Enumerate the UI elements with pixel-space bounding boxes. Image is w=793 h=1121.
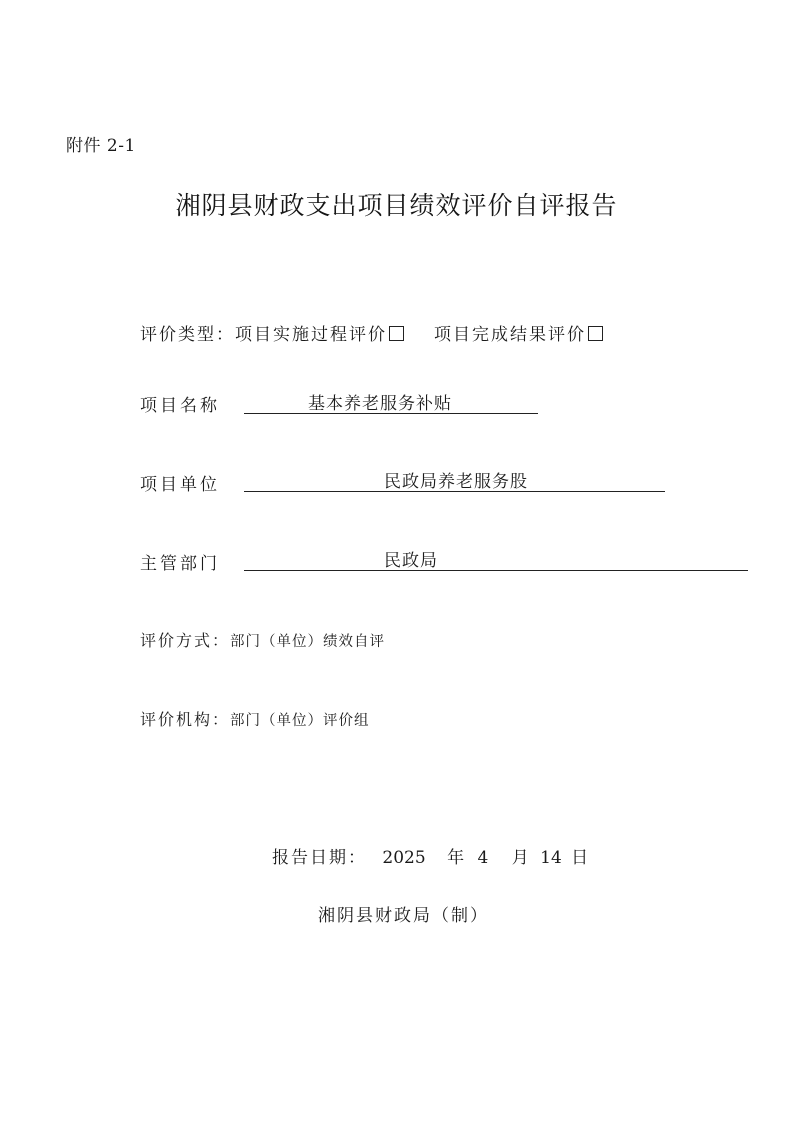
report-date-day-unit: 日 <box>571 848 591 868</box>
report-date-day: 14 <box>540 848 562 868</box>
project-name-value: 基本养老服务补贴 <box>308 394 452 414</box>
issuer-note: 湘阴县财政局（制） <box>318 906 489 926</box>
report-date <box>272 843 590 868</box>
project-name-label: 项目名称 <box>140 396 220 416</box>
project-unit-field[interactable] <box>244 467 665 492</box>
report-date-month: 4 <box>477 848 489 868</box>
department-field[interactable] <box>244 546 748 571</box>
project-unit-label: 项目单位 <box>140 475 220 495</box>
option-process-label: 项目实施过程评价 <box>235 325 387 345</box>
evaluation-type-row <box>140 320 603 345</box>
option-process-checkbox[interactable] <box>389 326 404 341</box>
evaluation-method-row <box>140 628 385 651</box>
option-result-label: 项目完成结果评价 <box>434 325 586 345</box>
evaluation-agency-row <box>140 707 370 730</box>
report-date-year-unit: 年 <box>447 848 467 868</box>
evaluation-method-label: 评价方式： <box>140 631 231 650</box>
evaluation-agency-value: 部门（单位）评价组 <box>230 713 370 729</box>
report-date-month-unit: 月 <box>511 848 531 868</box>
report-date-label: 报告日期： <box>272 848 367 868</box>
evaluation-type-label: 评价类型： <box>140 325 235 345</box>
evaluation-method-value: 部门（单位）绩效自评 <box>230 634 386 650</box>
option-result-checkbox[interactable] <box>588 326 603 341</box>
attachment-number: 附件 2-1 <box>66 136 136 156</box>
department-value: 民政局 <box>384 551 438 571</box>
department-label: 主管部门 <box>140 554 220 574</box>
project-unit-value: 民政局养老服务股 <box>384 472 528 492</box>
page-title: 湘阴县财政支出项目绩效评价自评报告 <box>175 191 618 220</box>
report-date-year: 2025 <box>382 848 426 868</box>
evaluation-agency-label: 评价机构： <box>140 710 231 729</box>
project-name-field[interactable] <box>244 389 538 414</box>
